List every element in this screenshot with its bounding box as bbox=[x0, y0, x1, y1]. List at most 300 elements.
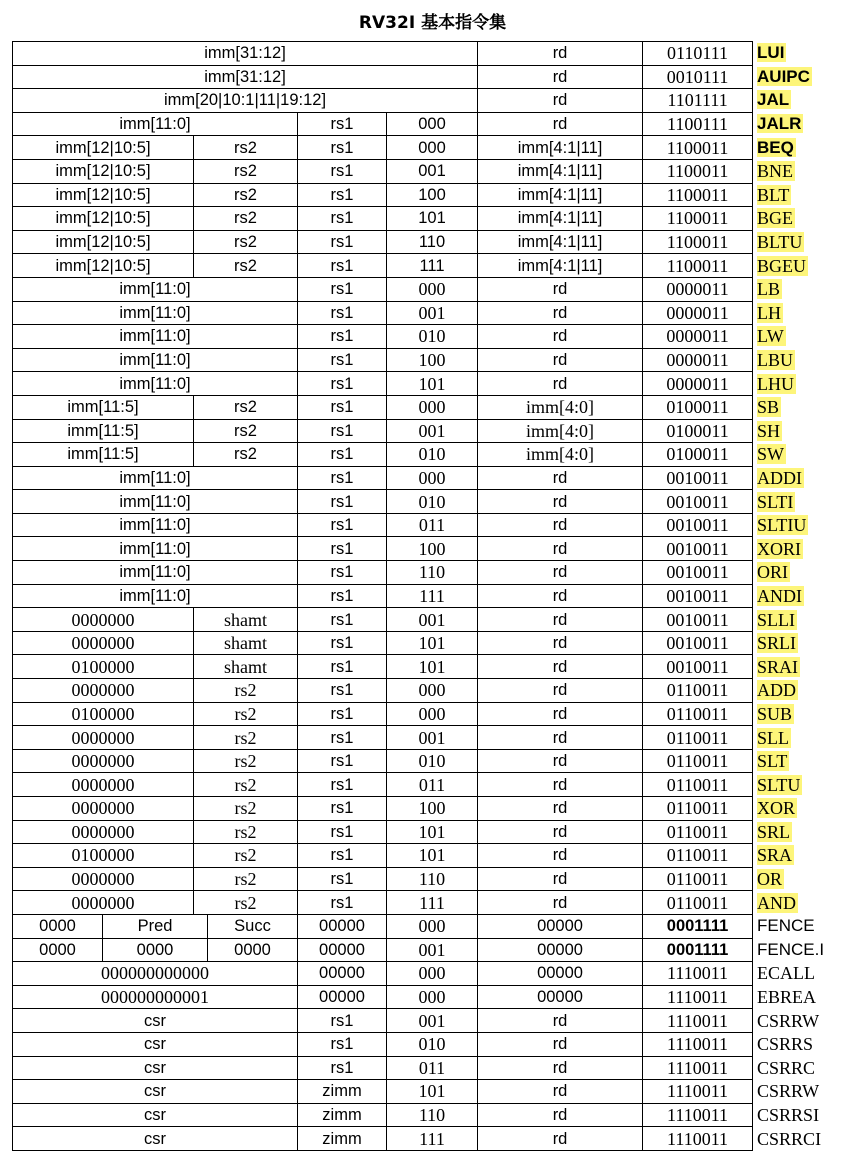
instruction-name: SLTU bbox=[753, 773, 848, 797]
instruction-name: BEQ bbox=[753, 136, 848, 160]
field-cell: rs2 bbox=[194, 702, 298, 726]
field-cell: imm[31:12] bbox=[13, 42, 478, 66]
field-cell: rd bbox=[478, 1127, 643, 1151]
field-cell: 010 bbox=[387, 325, 478, 349]
field-cell: rd bbox=[478, 537, 643, 561]
field-cell: 1110011 bbox=[643, 1056, 753, 1080]
instruction-row bbox=[13, 183, 848, 207]
instruction-row bbox=[13, 325, 848, 349]
field-cell: rs2 bbox=[194, 726, 298, 750]
field-cell: rs2 bbox=[194, 867, 298, 891]
instruction-row bbox=[13, 1103, 848, 1127]
instruction-name: ECALL bbox=[753, 962, 848, 986]
field-cell: imm[4:1|11] bbox=[478, 254, 643, 278]
field-cell: imm[4:1|11] bbox=[478, 230, 643, 254]
field-cell: rs2 bbox=[194, 797, 298, 821]
field-cell: rd bbox=[478, 749, 643, 773]
field-cell: rd bbox=[478, 726, 643, 750]
field-cell: 0100000 bbox=[13, 702, 194, 726]
field-cell: imm[4:1|11] bbox=[478, 207, 643, 231]
field-cell: rs1 bbox=[298, 679, 387, 703]
field-cell: 0110011 bbox=[643, 867, 753, 891]
instruction-row bbox=[13, 254, 848, 278]
field-cell: 00000 bbox=[478, 938, 643, 962]
field-cell: 000 bbox=[387, 277, 478, 301]
field-cell: rs1 bbox=[298, 136, 387, 160]
field-cell: 100 bbox=[387, 183, 478, 207]
field-cell: 0000000 bbox=[13, 867, 194, 891]
field-cell: rd bbox=[478, 348, 643, 372]
field-cell: shamt bbox=[194, 631, 298, 655]
field-cell: 0110011 bbox=[643, 679, 753, 703]
field-cell: rs1 bbox=[298, 395, 387, 419]
field-cell: rd bbox=[478, 702, 643, 726]
instruction-row bbox=[13, 89, 848, 113]
field-cell: imm[11:0] bbox=[13, 490, 298, 514]
field-cell: zimm bbox=[298, 1127, 387, 1151]
field-cell: 1100011 bbox=[643, 136, 753, 160]
instruction-row bbox=[13, 631, 848, 655]
instruction-name: SB bbox=[753, 395, 848, 419]
field-cell: 111 bbox=[387, 584, 478, 608]
field-cell: rs1 bbox=[298, 348, 387, 372]
field-cell: 0001111 bbox=[643, 938, 753, 962]
field-cell: 0110011 bbox=[643, 702, 753, 726]
instruction-name: FENCE.I bbox=[753, 938, 848, 962]
field-cell: rd bbox=[478, 844, 643, 868]
instruction-name: CSRRC bbox=[753, 1056, 848, 1080]
field-cell: 010 bbox=[387, 443, 478, 467]
field-cell: 000 bbox=[387, 962, 478, 986]
field-cell: imm[11:0] bbox=[13, 325, 298, 349]
field-cell: 0010011 bbox=[643, 608, 753, 632]
instruction-row bbox=[13, 962, 848, 986]
instruction-name: BLT bbox=[753, 183, 848, 207]
instruction-row bbox=[13, 797, 848, 821]
instruction-row bbox=[13, 301, 848, 325]
field-cell: csr bbox=[13, 1032, 298, 1056]
field-cell: rs1 bbox=[298, 230, 387, 254]
field-cell: 011 bbox=[387, 1056, 478, 1080]
instruction-row bbox=[13, 42, 848, 66]
instruction-row bbox=[13, 584, 848, 608]
instruction-name: JAL bbox=[753, 89, 848, 113]
instruction-row bbox=[13, 608, 848, 632]
field-cell: 101 bbox=[387, 1080, 478, 1104]
field-cell: rd bbox=[478, 584, 643, 608]
instruction-row bbox=[13, 702, 848, 726]
field-cell: 1100011 bbox=[643, 207, 753, 231]
field-cell: imm[12|10:5] bbox=[13, 183, 194, 207]
field-cell: rs1 bbox=[298, 726, 387, 750]
field-cell: 0100000 bbox=[13, 655, 194, 679]
field-cell: rd bbox=[478, 561, 643, 585]
instruction-name: ADD bbox=[753, 679, 848, 703]
instruction-name: ANDI bbox=[753, 584, 848, 608]
field-cell: rd bbox=[478, 773, 643, 797]
instruction-name: SH bbox=[753, 419, 848, 443]
field-cell: rs2 bbox=[194, 891, 298, 915]
instruction-row bbox=[13, 230, 848, 254]
field-cell: rs1 bbox=[298, 207, 387, 231]
field-cell: rs1 bbox=[298, 466, 387, 490]
field-cell: 110 bbox=[387, 561, 478, 585]
instruction-row bbox=[13, 938, 848, 962]
field-cell: imm[11:0] bbox=[13, 584, 298, 608]
instruction-row bbox=[13, 985, 848, 1009]
field-cell: 111 bbox=[387, 1127, 478, 1151]
field-cell: 0010011 bbox=[643, 513, 753, 537]
instruction-name: SLT bbox=[753, 749, 848, 773]
field-cell: rs2 bbox=[194, 679, 298, 703]
instruction-row bbox=[13, 537, 848, 561]
field-cell: 0010011 bbox=[643, 490, 753, 514]
field-cell: 011 bbox=[387, 773, 478, 797]
field-cell: rs2 bbox=[194, 419, 298, 443]
field-cell: rd bbox=[478, 867, 643, 891]
field-cell: 1110011 bbox=[643, 962, 753, 986]
field-cell: 1100011 bbox=[643, 230, 753, 254]
field-cell: 00000 bbox=[478, 914, 643, 938]
field-cell: 0110011 bbox=[643, 820, 753, 844]
instruction-row bbox=[13, 136, 848, 160]
instruction-row bbox=[13, 490, 848, 514]
field-cell: rs1 bbox=[298, 183, 387, 207]
field-cell: imm[11:0] bbox=[13, 466, 298, 490]
field-cell: 001 bbox=[387, 1009, 478, 1033]
field-cell: 0110011 bbox=[643, 844, 753, 868]
field-cell: rs1 bbox=[298, 372, 387, 396]
field-cell: rs2 bbox=[194, 395, 298, 419]
field-cell: rs1 bbox=[298, 1009, 387, 1033]
field-cell: rs2 bbox=[194, 230, 298, 254]
instruction-name: AND bbox=[753, 891, 848, 915]
field-cell: imm[11:5] bbox=[13, 419, 194, 443]
field-cell: 001 bbox=[387, 301, 478, 325]
instruction-row bbox=[13, 372, 848, 396]
field-cell: rs1 bbox=[298, 537, 387, 561]
instruction-row bbox=[13, 867, 848, 891]
field-cell: 0010011 bbox=[643, 561, 753, 585]
instruction-name: SUB bbox=[753, 702, 848, 726]
field-cell: 0010111 bbox=[643, 65, 753, 89]
field-cell: rd bbox=[478, 42, 643, 66]
instruction-row bbox=[13, 820, 848, 844]
field-cell: rs2 bbox=[194, 207, 298, 231]
field-cell: 1110011 bbox=[643, 1127, 753, 1151]
field-cell: rs2 bbox=[194, 820, 298, 844]
field-cell: imm[4:0] bbox=[478, 395, 643, 419]
field-cell: rs1 bbox=[298, 561, 387, 585]
instruction-name: EBREA bbox=[753, 985, 848, 1009]
field-cell: 1100011 bbox=[643, 183, 753, 207]
field-cell: 100 bbox=[387, 797, 478, 821]
field-cell: 101 bbox=[387, 655, 478, 679]
field-cell: imm[11:5] bbox=[13, 395, 194, 419]
field-cell: 0000000 bbox=[13, 773, 194, 797]
field-cell: rs1 bbox=[298, 254, 387, 278]
field-cell: 0000011 bbox=[643, 277, 753, 301]
instruction-name: SLTIU bbox=[753, 513, 848, 537]
field-cell: 0010011 bbox=[643, 466, 753, 490]
field-cell: rd bbox=[478, 797, 643, 821]
field-cell: 0000000 bbox=[13, 631, 194, 655]
field-cell: 101 bbox=[387, 631, 478, 655]
instruction-row bbox=[13, 1032, 848, 1056]
field-cell: 011 bbox=[387, 513, 478, 537]
field-cell: imm[11:0] bbox=[13, 561, 298, 585]
instruction-row bbox=[13, 773, 848, 797]
field-cell: 1110011 bbox=[643, 985, 753, 1009]
field-cell: 010 bbox=[387, 749, 478, 773]
field-cell: 000 bbox=[387, 466, 478, 490]
field-cell: 0110111 bbox=[643, 42, 753, 66]
field-cell: 0100011 bbox=[643, 395, 753, 419]
instruction-row bbox=[13, 112, 848, 136]
instruction-name: ADDI bbox=[753, 466, 848, 490]
instruction-name: BGEU bbox=[753, 254, 848, 278]
instruction-row bbox=[13, 561, 848, 585]
field-cell: imm[31:12] bbox=[13, 65, 478, 89]
field-cell: imm[4:1|11] bbox=[478, 183, 643, 207]
instruction-name: CSRRW bbox=[753, 1009, 848, 1033]
field-cell: rs1 bbox=[298, 891, 387, 915]
field-cell: 000000000000 bbox=[13, 962, 298, 986]
field-cell: rs1 bbox=[298, 1056, 387, 1080]
field-cell: csr bbox=[13, 1056, 298, 1080]
field-cell: rd bbox=[478, 1032, 643, 1056]
field-cell: 00000 bbox=[478, 962, 643, 986]
field-cell: 0110011 bbox=[643, 749, 753, 773]
field-cell: 110 bbox=[387, 1103, 478, 1127]
field-cell: rs1 bbox=[298, 867, 387, 891]
field-cell: rd bbox=[478, 891, 643, 915]
field-cell: 101 bbox=[387, 207, 478, 231]
field-cell: 0000000 bbox=[13, 749, 194, 773]
field-cell: Succ bbox=[208, 914, 298, 938]
field-cell: 0000011 bbox=[643, 301, 753, 325]
field-cell: 00000 bbox=[298, 962, 387, 986]
field-cell: 00000 bbox=[478, 985, 643, 1009]
field-cell: 1110011 bbox=[643, 1103, 753, 1127]
field-cell: zimm bbox=[298, 1080, 387, 1104]
instruction-name: AUIPC bbox=[753, 65, 848, 89]
instruction-name: LBU bbox=[753, 348, 848, 372]
field-cell: rs1 bbox=[298, 112, 387, 136]
field-cell: 000 bbox=[387, 914, 478, 938]
field-cell: rd bbox=[478, 301, 643, 325]
instruction-name: CSRRW bbox=[753, 1080, 848, 1104]
instruction-row bbox=[13, 513, 848, 537]
field-cell: rs1 bbox=[298, 490, 387, 514]
field-cell: 0110011 bbox=[643, 797, 753, 821]
field-cell: 0000 bbox=[13, 938, 103, 962]
instruction-row bbox=[13, 1056, 848, 1080]
field-cell: rs2 bbox=[194, 443, 298, 467]
field-cell: 0000011 bbox=[643, 325, 753, 349]
field-cell: 0000011 bbox=[643, 372, 753, 396]
field-cell: 00000 bbox=[298, 985, 387, 1009]
field-cell: rd bbox=[478, 490, 643, 514]
field-cell: imm[11:0] bbox=[13, 277, 298, 301]
instruction-row bbox=[13, 159, 848, 183]
field-cell: rd bbox=[478, 277, 643, 301]
field-cell: 0110011 bbox=[643, 773, 753, 797]
field-cell: imm[4:0] bbox=[478, 419, 643, 443]
instruction-name: LH bbox=[753, 301, 848, 325]
field-cell: 000 bbox=[387, 702, 478, 726]
instruction-name: CSRRS bbox=[753, 1032, 848, 1056]
instruction-row bbox=[13, 277, 848, 301]
field-cell: rs1 bbox=[298, 608, 387, 632]
instruction-name: CSRRCI bbox=[753, 1127, 848, 1151]
field-cell: 0010011 bbox=[643, 655, 753, 679]
field-cell: 0110011 bbox=[643, 726, 753, 750]
field-cell: rs1 bbox=[298, 702, 387, 726]
field-cell: rs1 bbox=[298, 797, 387, 821]
field-cell: zimm bbox=[298, 1103, 387, 1127]
instruction-row bbox=[13, 1080, 848, 1104]
instruction-name: BGE bbox=[753, 207, 848, 231]
field-cell: csr bbox=[13, 1009, 298, 1033]
field-cell: 0010011 bbox=[643, 631, 753, 655]
field-cell: imm[11:0] bbox=[13, 372, 298, 396]
field-cell: rd bbox=[478, 1009, 643, 1033]
field-cell: 000 bbox=[387, 112, 478, 136]
field-cell: rd bbox=[478, 631, 643, 655]
field-cell: rd bbox=[478, 112, 643, 136]
instruction-name: SRAI bbox=[753, 655, 848, 679]
instruction-row bbox=[13, 1127, 848, 1151]
field-cell: rd bbox=[478, 679, 643, 703]
field-cell: rs1 bbox=[298, 749, 387, 773]
field-cell: 110 bbox=[387, 230, 478, 254]
instruction-table bbox=[12, 41, 848, 1151]
instruction-row bbox=[13, 419, 848, 443]
field-cell: rs1 bbox=[298, 655, 387, 679]
field-cell: imm[4:1|11] bbox=[478, 136, 643, 160]
field-cell: rd bbox=[478, 1103, 643, 1127]
field-cell: rs2 bbox=[194, 254, 298, 278]
field-cell: 000 bbox=[387, 395, 478, 419]
field-cell: rd bbox=[478, 1056, 643, 1080]
field-cell: 0100011 bbox=[643, 443, 753, 467]
instruction-name: FENCE bbox=[753, 914, 848, 938]
field-cell: 000000000001 bbox=[13, 985, 298, 1009]
field-cell: 00000 bbox=[298, 938, 387, 962]
field-cell: rs1 bbox=[298, 584, 387, 608]
field-cell: 001 bbox=[387, 938, 478, 962]
field-cell: 101 bbox=[387, 820, 478, 844]
instruction-row bbox=[13, 65, 848, 89]
field-cell: 0000000 bbox=[13, 726, 194, 750]
field-cell: rs2 bbox=[194, 844, 298, 868]
field-cell: imm[4:1|11] bbox=[478, 159, 643, 183]
field-cell: 1110011 bbox=[643, 1032, 753, 1056]
field-cell: rs2 bbox=[194, 773, 298, 797]
instruction-name: OR bbox=[753, 867, 848, 891]
field-cell: 000 bbox=[387, 136, 478, 160]
instruction-row bbox=[13, 844, 848, 868]
field-cell: imm[12|10:5] bbox=[13, 254, 194, 278]
field-cell: 0110011 bbox=[643, 891, 753, 915]
field-cell: imm[12|10:5] bbox=[13, 159, 194, 183]
field-cell: rd bbox=[478, 820, 643, 844]
field-cell: 001 bbox=[387, 419, 478, 443]
field-cell: rd bbox=[478, 65, 643, 89]
field-cell: rs2 bbox=[194, 749, 298, 773]
field-cell: rd bbox=[478, 466, 643, 490]
field-cell: 0000000 bbox=[13, 679, 194, 703]
field-cell: 0010011 bbox=[643, 537, 753, 561]
field-cell: rs1 bbox=[298, 301, 387, 325]
instruction-row bbox=[13, 207, 848, 231]
instruction-name: SRA bbox=[753, 844, 848, 868]
instruction-name: SRL bbox=[753, 820, 848, 844]
field-cell: 0000000 bbox=[13, 820, 194, 844]
field-cell: 001 bbox=[387, 608, 478, 632]
field-cell: rs2 bbox=[194, 159, 298, 183]
field-cell: imm[11:0] bbox=[13, 301, 298, 325]
field-cell: 0100000 bbox=[13, 844, 194, 868]
field-cell: rs1 bbox=[298, 443, 387, 467]
field-cell: csr bbox=[13, 1127, 298, 1151]
field-cell: imm[11:0] bbox=[13, 513, 298, 537]
field-cell: rs1 bbox=[298, 419, 387, 443]
field-cell: rs2 bbox=[194, 183, 298, 207]
field-cell: 001 bbox=[387, 726, 478, 750]
field-cell: 0000000 bbox=[13, 797, 194, 821]
field-cell: rd bbox=[478, 372, 643, 396]
field-cell: 1100111 bbox=[643, 112, 753, 136]
field-cell: 0000000 bbox=[13, 891, 194, 915]
field-cell: rs1 bbox=[298, 277, 387, 301]
field-cell: 001 bbox=[387, 159, 478, 183]
field-cell: shamt bbox=[194, 608, 298, 632]
page-title: RV32I 基本指令集 bbox=[358, 13, 507, 33]
field-cell: imm[11:0] bbox=[13, 537, 298, 561]
field-cell: imm[12|10:5] bbox=[13, 136, 194, 160]
field-cell: csr bbox=[13, 1103, 298, 1127]
field-cell: imm[11:5] bbox=[13, 443, 194, 467]
field-cell: imm[12|10:5] bbox=[13, 207, 194, 231]
field-cell: rs1 bbox=[298, 159, 387, 183]
field-cell: 1110011 bbox=[643, 1009, 753, 1033]
field-cell: 1100011 bbox=[643, 254, 753, 278]
field-cell: 000 bbox=[387, 985, 478, 1009]
field-cell: rs1 bbox=[298, 325, 387, 349]
instruction-name: LUI bbox=[753, 42, 848, 66]
instruction-name: BNE bbox=[753, 159, 848, 183]
instruction-row bbox=[13, 1009, 848, 1033]
instruction-name: SW bbox=[753, 443, 848, 467]
field-cell: csr bbox=[13, 1080, 298, 1104]
field-cell: imm[11:0] bbox=[13, 348, 298, 372]
field-cell: imm[20|10:1|11|19:12] bbox=[13, 89, 478, 113]
instruction-name: LHU bbox=[753, 372, 848, 396]
instruction-name: JALR bbox=[753, 112, 848, 136]
field-cell: 0001111 bbox=[643, 914, 753, 938]
field-cell: imm[12|10:5] bbox=[13, 230, 194, 254]
instruction-row bbox=[13, 466, 848, 490]
instruction-row bbox=[13, 749, 848, 773]
instruction-name: ORI bbox=[753, 561, 848, 585]
field-cell: 101 bbox=[387, 844, 478, 868]
field-cell: rd bbox=[478, 655, 643, 679]
instruction-row bbox=[13, 395, 848, 419]
field-cell: 0000000 bbox=[13, 608, 194, 632]
field-cell: 0100011 bbox=[643, 419, 753, 443]
